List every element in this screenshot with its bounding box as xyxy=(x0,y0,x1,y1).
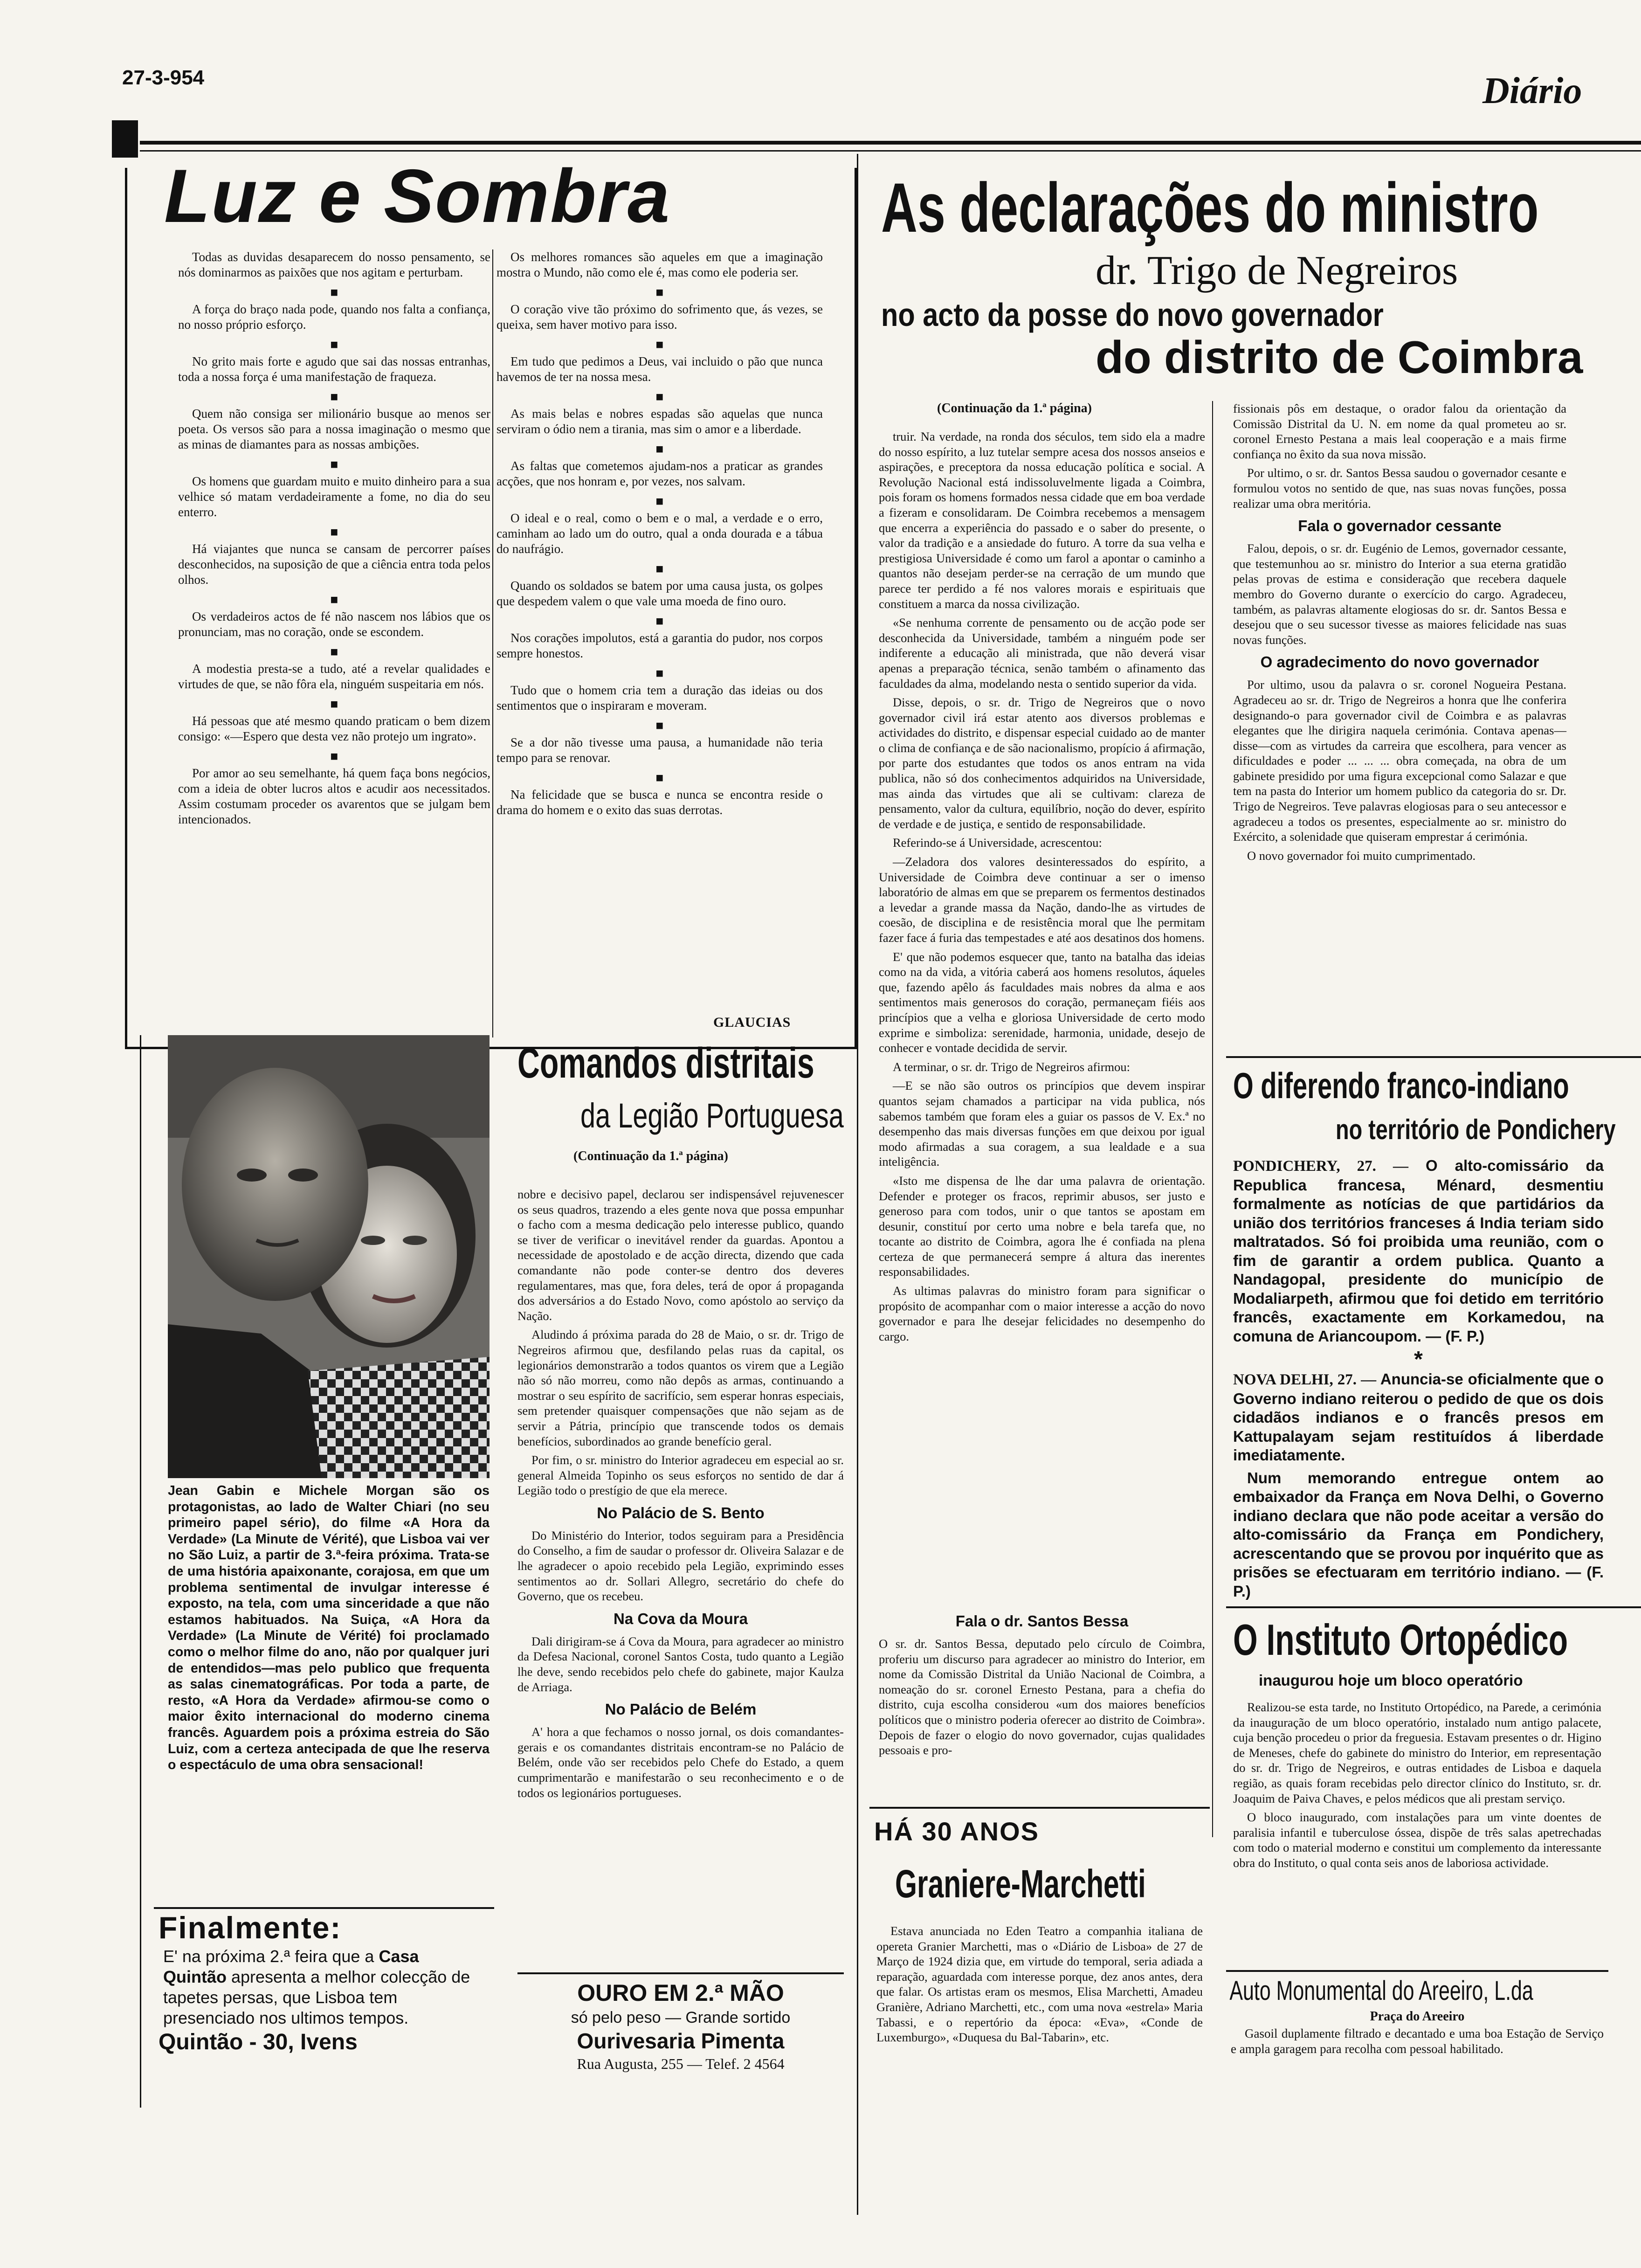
diferendo-p1-text: O alto-comissário da Republica francesa, Ménard, desmentiu formalmente as notícias de que partidários da união dos territórios franceses á India teriam sido maltratados. Só foi proibida uma reunião, com o fim de garantir a ordem publica. Quanto a Nandagopal, presidente do município de Modaliarpeth, afirmou que foi detido em território francês, exactamente em Korkamedou, na comuna de Ariancoupom. — (F. P.) xyxy=(1233,1157,1604,1345)
separator-square: ■ xyxy=(655,666,664,681)
separator-square: ■ xyxy=(330,338,338,352)
ministro-title-text: As declarações do ministro xyxy=(881,168,1539,247)
paragraph: As faltas que cometemos ajudam-nos a praticar as grandes acções, que nos honram e, por vezes, nos salvam. xyxy=(496,459,823,488)
paragraph: Referindo-se á Universidade, acrescentou: xyxy=(893,836,1102,850)
santos-bessa-heading: Fala o dr. Santos Bessa xyxy=(955,1612,1129,1630)
paragraph: Os homens que guardam muito e muito dinheiro para a sua velhice só matam verdadeiramente a fome, no dia do seu enterro. xyxy=(178,474,490,519)
comandos-body xyxy=(517,1187,844,1804)
ortopedico-subtitle: inaugurou hoje um bloco operatório xyxy=(1259,1672,1523,1689)
comandos-subtitle xyxy=(580,1095,851,1137)
ministro-col2-top: fissionais pôs em destaque, o orador falou da orientação da Comissão Distrital da U. N. em nome da qual prometeu ao sr. coronel Ernesto Pestana a mais leal cooperação e a mais firme confiança no êxito da sua nova missão. xyxy=(1233,401,1566,461)
separator-square: ■ xyxy=(330,390,338,404)
ministro-col1 xyxy=(879,429,1205,1348)
paragraph: truir. Na verdade, na ronda dos séculos, tem sido ela a madre do nosso espírito, a luz tutelar sempre acesa dos nossos anseios e aspirações, e preceptora da nossa educação política e social. A Revolução Nacional está indissoluvelmente ligada a Coimbra, pois foram os homens formados nessa cidade que em boa verdade a fizeram e consolidaram. De Coimbra recebemos a mensagem que encerra a experiência do passado e o saber do presente, o valor da tradição e a ansiedade do futuro. A torre da sua velha e prestigiosa Universidade é como um farol a apontar o caminho a quantos não desejam perder-se na cerração de um mundo que parece ter perdido a fé nos valores morais e espirituais que constituem a marca da nossa civilização. xyxy=(879,429,1205,611)
diferendo-p1-lead: PONDICHERY, 27. — xyxy=(1233,1158,1408,1175)
masthead-rule xyxy=(140,141,1641,145)
paragraph: A força do braço nada pode, quando nos falta a confiança, no nosso próprio esforço. xyxy=(178,302,490,332)
paragraph: No grito mais forte e agudo que sai das nossas entranhas, toda a nossa força é uma manifestação de fraqueza. xyxy=(178,354,490,384)
paragraph: As ultimas palavras do ministro foram para significar o propósito de acompanhar com o maior interesse a acção do novo governador e para lhe desejar felicidades no desempenho do cargo. xyxy=(879,1284,1205,1343)
quintao-ad-text1: E' na próxima 2.ª feira que a xyxy=(163,1947,374,1966)
paragraph: Todas as duvidas desaparecem do nosso pensamento, se nós dominarmos as paixões que nos agitam e perturbam. xyxy=(178,250,490,279)
comandos-p2: Aludindo á próxima parada do 28 de Maio, o sr. dr. Trigo de Negreiros afirmou que, desfilando pelas ruas da capital, os legionários demonstrarão a todos quantos os virem que a Legião não só não morreu, como não depôs as armas, continuando a mostrar o seu espírito de sacrifício, sem esperar honras especiais, sem pretender quaisquer compensações que não sejam as de servir a Pátria, princípio que transcende todos os demais benefícios, subordinados ao grande benefício geral. xyxy=(517,1328,844,1448)
ouro-ad-line2: só pelo peso — Grande sortido xyxy=(571,2009,791,2026)
diferendo-p2 xyxy=(1233,1370,1604,1465)
separator-square: ■ xyxy=(330,697,338,712)
film-photo xyxy=(168,1035,490,1478)
comandos-p3: Por fim, o sr. ministro do Interior agradeceu em especial ao sr. general Almeida Topinho os seus esforços no sentido de dar á Legião todo o prestígio de que ela merece. xyxy=(517,1453,844,1498)
areeiro-ad-subtitle: Praça do Areeiro xyxy=(1370,2009,1465,2024)
paragraph: Na felicidade que se busca e nunca se encontra reside o drama do homem e o exito das suas derrotas. xyxy=(496,788,823,817)
diferendo-p2-lead: NOVA DELHI, 27. — xyxy=(1233,1371,1377,1388)
bento-heading: No Palácio de S. Bento xyxy=(597,1504,765,1521)
luz-sombra-col1 xyxy=(178,249,490,831)
paragraph: Disse, depois, o sr. dr. Trigo de Negreiros que o novo governador civil irá estar atento aos diversos problemas e actividades do distrito, e dispensar especial cuidado ao de manter o clima de confiança e de são nacionalismo, propício á afirmação, por parte dos estudantes que todos os anos entram na vida publica, não só dos conhecimentos adquiridos na Universidade, mas ainda das virtudes que ali se cultivam: clareza de pensamento, valor da cultura, equilíbrio, noção do dever, espírito de verdade e de justiça, e sentido de responsabilidade. xyxy=(879,695,1205,831)
film-caption: Jean Gabin e Michele Morgan são os protagonistas, ao lado de Walter Chiari (no seu primeiro papel sério), do filme «A Hora da Verdade» (La Minute de Vérité), que Lisboa vai ver no São Luiz, a partir de 3.ª-feira próxima. Trata-se de uma história apaixonante, corajosa, em que um problema sentimental de invulgar interesse é exposto, na tela, com uma sinceridade a que não estamos habituados. Na Suiça, «A Hora da Verdade» (La Minute de Vérité) foi proclamado como o melhor filme do ano, não por qualquer juri de entendidos—mas pelo publico que frequenta as salas cinematográficas. Por toda a parte, de resto, «A Hora da Verdade» afirmou-se como o maior êxito internacional do moderno cinema francês. Aguardem pois a próxima estreia do São Luiz, com a certeza antecipada de que lhe reserva o espectáculo de uma obra sensacional! xyxy=(168,1483,490,1773)
separator-square: ■ xyxy=(330,525,338,539)
comandos-title-text: Comandos distritais xyxy=(517,1039,814,1087)
paragraph: Há viajantes que nunca se cansam de percorrer países desconhecidos, na suposição de que a ciência entra toda pelos olhos. xyxy=(178,542,490,587)
ministro-subtitle1: dr. Trigo de Negreiros xyxy=(1096,248,1458,293)
comandos-p1: nobre e decisivo papel, declarou ser indispensável rejuvenescer os seus quadros, trazendo a eles gente nova que possa empunhar o facho com a mesma dedicação pelo interesse publico, quando se tiver de verificar o inevitável render da guardas. Apontou a necessidade de apostolado e de acção directa, dizendo que cada comandante não pode conter-se dentro dos deveres regulamentares, mas que, fora deles, terá de opor á propaganda dos adversários a do Estado Novo, como apóstolo ao serviço da Nação. xyxy=(517,1187,844,1323)
ouro-ad-address: Rua Augusta, 255 — Telef. 2 4564 xyxy=(577,2055,785,2072)
paragraph: O ideal e o real, como o bem e o mal, a verdade e o erro, caminham ao lado um do outro, qual a onda dourada e a tábua do naufrágio. xyxy=(496,511,823,556)
agradecimento-text: Por ultimo, usou da palavra o sr. coronel Nogueira Pestana. Agradeceu ao sr. dr. Trigo de Negreiros a honra que lhe conferira designando-o para governador civil de Coimbra e as palavras elegantes que lhe dirigira naquela cerimónia. Contava apenas—disse—com as virtudes da carreira que escolhera, para vencer as dificuldades e poder ... ... ... obra começada, na obra de um gabinete presidido por uma figura excepcional como Salazar e que tem na pasta do Interior um homem publico da categoria do sr. Dr. Trigo de Negreiros. Teve palavras elogiosas para o seu antecessor e agradeceu a todos os presentes, especialmente ao sr. ministro do Exército, a solenidade que quiseram emprestar á cerimónia. xyxy=(1233,678,1566,844)
ouro-ad-title: OURO EM 2.ª MÃO xyxy=(577,1980,784,2006)
agradecimento-text2: O novo governador foi muito cumprimentado. xyxy=(1247,848,1476,863)
separator-square: ■ xyxy=(655,390,664,404)
ha30-subtitle-text: Graniere-Marchetti xyxy=(895,1862,1146,1906)
separator-square: ■ xyxy=(330,645,338,659)
paragraph: «Isto me dispensa de lhe dar uma palavra de orientação. Defender e proteger os fracos, reprimir abusos, ser justo e generoso para com todos, unir o que tantos se apostam em desunir, constituí por certo uma nobre e bela tarefa que, no tocante ao distrito de Coimbra, agora lhe é confiada na plena certeza de que permanecerá sempre á altura das inerentes responsabilidades. xyxy=(879,1173,1205,1279)
paragraph: Os melhores romances são aqueles em que a imaginação mostra o Mundo, não como ele é, mas como ele poderia ser. xyxy=(496,250,823,279)
masthead-date: 27-3-954 xyxy=(122,66,205,89)
ministro-col2-top2: Por ultimo, o sr. dr. Santos Bessa saudou o governador cesante e formulou votos no sentido de que, nas suas novas funções, possa realizar uma obra meritória. xyxy=(1233,466,1566,511)
quintao-ad-address: Quintão - 30, Ivens xyxy=(159,2030,358,2054)
belem-heading: No Palácio de Belém xyxy=(605,1701,757,1718)
paragraph: «Se nenhuma corrente de pensamento ou de acção pode ser desconhecida da Universidade, também a ninguém pode ser indiferente a educação ali ministrada, que não deverá visar apenas a preparação técnica, senão também o afinamento das faculdades da alma, modelando nesta o sentido superior da vida. xyxy=(879,615,1205,691)
santos-bessa-text: O sr. dr. Santos Bessa, deputado pelo círculo de Coimbra, proferiu um discurso para agradecer ao ministro do Interior, em nome da Comissão Distrital da União Nacional de Coimbra, a nomeação do sr. coronel Ernesto Pestana, para a chefia do distrito, cuja escolha considerou «um dos maiores benefícios políticos que o ministro poderia oferecer ao distrito de Coimbra». Depois de fazer o elogio do novo governador, cujas qualidades pessoais e pro- xyxy=(879,1637,1205,1757)
separator-square: ■ xyxy=(330,593,338,607)
diferendo-p3: Num memorando entregue ontem ao embaixador da França em Nova Delhi, o Governo indiano declara que não pode aceitar a versão do alto-comissário da França em Pondichery, acrescentando que se provou por inquérito que as prisões se efectuaram em território indiano. — (F. P.) xyxy=(1233,1469,1604,1600)
paragraph: Tudo que o homem cria tem a duração das ideias ou dos sentimentos que o inspiraram e moveram. xyxy=(496,683,823,712)
film-photo-image xyxy=(168,1035,490,1478)
quintao-ad-title: Finalmente: xyxy=(159,1910,342,1945)
ministro-col2 xyxy=(1233,401,1566,867)
ministro-bottom-rule xyxy=(1226,1056,1641,1058)
ha30-subtitle xyxy=(895,1860,1193,1907)
comandos-title xyxy=(517,1037,844,1089)
paragraph: Quando os soldados se batem por uma causa justa, os golpes que despedem valem o que vale uma moeda de fino ouro. xyxy=(496,579,823,608)
diferendo-subtitle xyxy=(1336,1112,1639,1149)
ouro-ad xyxy=(517,1972,844,2086)
ouro-ad-name: Ourivesaria Pimenta xyxy=(577,2029,785,2053)
left-page-rule xyxy=(140,1035,141,2108)
paragraph: Há pessoas que até mesmo quando praticam o bem dizem consigo: «—Espero que desta vez não protejo um ingrato». xyxy=(178,714,490,743)
ministro-subtitle2-text: no acto da posse do novo governador xyxy=(881,297,1384,333)
diferendo-title xyxy=(1233,1063,1634,1110)
moura-heading: Na Cova da Moura xyxy=(614,1610,748,1627)
quintao-ad xyxy=(154,1907,494,2077)
ha30-title: HÁ 30 ANOS xyxy=(874,1817,1040,1846)
ha30-top-rule xyxy=(869,1807,1210,1809)
diferendo-bottom-rule xyxy=(1226,1606,1641,1608)
paragraph: E' que não podemos esquecer que, tanto na batalha das ideias como na da vida, a vitória caberá aos homens resolutos, áqueles que, fazendo apêlo ás faculdades mais nobres da alma e aos sentimentos mais generosos do coração, permaneçam fiéis aos princípios que a velha e gloriosa Universidade de certo modo exprime e simboliza: serenidade, harmonia, unidade, desejo de conhecer e vontade decidida de servir. xyxy=(879,949,1205,1055)
page-center-rule xyxy=(857,154,858,2215)
diferendo-title-text: O diferendo franco-indiano xyxy=(1233,1065,1569,1106)
luz-sombra-col2 xyxy=(496,249,823,822)
separator-square: ■ xyxy=(655,719,664,733)
separator-square: ■ xyxy=(655,338,664,352)
paragraph: Nos corações impolutos, está a garantia do pudor, nos corpos sempre honestos. xyxy=(496,631,823,660)
ministro-subtitle2 xyxy=(881,296,1487,333)
bento-text: Do Ministério do Interior, todos seguiram para a Presidência do Conselho, a fim de saudar o professor dr. Oliveira Salazar e de lhe agradecer o apoio recebido pela Legião, exprimindo esses sentimentos ao dr. Sollari Allegro, secretário do chefe do Governo, que os recebeu. xyxy=(517,1528,844,1604)
paragraph: Os verdadeiros actos de fé não nascem nos lábios que os pronunciam, mas no coração, onde se escondem. xyxy=(178,609,490,639)
separator-square: ■ xyxy=(330,457,338,472)
diferendo-star: * xyxy=(1414,1347,1423,1372)
luz-sombra-signature: GLAUCIAS xyxy=(713,1015,791,1030)
moura-text: Dali dirigiram-se á Cova da Moura, para agradecer ao ministro da Defesa Nacional, coronel Santos Costa, tudo quanto a Legião lhe deve, sendo recebidos pelo chefe do gabinete, major Kaulza de Arriaga. xyxy=(517,1634,844,1694)
areeiro-ad-text: Gasoil duplamente filtrado e decantado e uma boa Estação de Serviço e ampla garagem para recolha com pessoal habilitado. xyxy=(1231,2026,1604,2056)
ministro-subtitle3: do distrito de Coimbra xyxy=(1096,332,1583,383)
separator-square: ■ xyxy=(655,771,664,785)
paragraph: As mais belas e nobres espadas são aquelas que nunca serviram o ódio nem a tirania, mas sim o amor e a liberdade. xyxy=(496,407,823,436)
quintao-ad-name: Casa Quintão xyxy=(163,1947,419,1986)
diferendo-p1 xyxy=(1233,1156,1604,1346)
paragraph: Se a dor não tivesse uma pausa, a humanidade não teria tempo para se renovar. xyxy=(496,735,823,765)
paragraph: A modestia presta-se a tudo, até a revelar qualidades e virtudes de que, se não fôra ela, ninguém suspeitaria em nós. xyxy=(178,662,490,691)
ortopedico-p1: Realizou-se esta tarde, no Instituto Ortopédico, na Parede, a cerimónia da inauguração de um bloco operatório, instalado num antigo palacete, cuja benção procedeu o prior da freguesia. Estavam presentes o dr. Higino de Meneses, chefe do gabinete do ministro do Interior, em representação do sr. dr. Trigo de Negreiros, e outras entidades de Lisboa e daquela região, as quais foram recebidas pelo director clínico do Instituto, sr. dr. Joaquim de Paiva Chaves, e pelos médicos que ali prestam serviço. xyxy=(1233,1700,1601,1805)
comandos-subtitle-text: da Legião Portuguesa xyxy=(580,1096,844,1135)
diferendo-subtitle-text: no território de Pondichery xyxy=(1336,1114,1616,1145)
separator-square: ■ xyxy=(330,749,338,764)
paragraph: —Zeladora dos valores desinteressados do espírito, a Universidade de Coimbra deve continuar a ser o imenso laboratório de almas em que se preparem os fermentos destinados a levedar a grande massa da Nação, dando-lhe as virtudes de coesão, de disciplina e de resistência moral que lhe permitam fazer face á furia das tempestades e até aos desatinos dos homens. xyxy=(879,855,1205,945)
ortopedico-body xyxy=(1233,1700,1601,1874)
areeiro-ad xyxy=(1226,1970,1608,2084)
luz-sombra-col-divider xyxy=(492,249,493,1037)
separator-square: ■ xyxy=(655,614,664,629)
masthead-paper-name: Diário xyxy=(1482,70,1582,111)
belem-text: A' hora a que fechamos o nosso jornal, os dois comandantes-gerais e os comandantes distritais encontram-se no Palácio de Belém, onde vão ser recebidos pelo Chefe do Estado, a quem cumprimentarão e manifestarão o seu reconhecimento e o de todos os legionários portugueses. xyxy=(517,1725,844,1800)
diferendo-p2-text: Anuncia-se oficialmente que o Governo indiano reiterou o pedido de que os dois cidadãos indianos e o francês presos em Kattupalayam sejam restituídos á liberdade imediatamente. xyxy=(1233,1370,1604,1464)
ministro-continuation: (Continuação da 1.ª página) xyxy=(937,401,1092,415)
paragraph: —E se não são outros os princípios que devem inspirar quantos sejam chamados a participar na vida publica, nós sabemos também que foram eles a guiar os passos de V. Ex.ª no desempenho das mais diversas funções em que deixou por igual modo afirmadas a sua coragem, a sua lealdade e a sua inteligência. xyxy=(879,1079,1205,1169)
ha30-text: Estava anunciada no Eden Teatro a companhia italiana de opereta Granier Marchetti, mas o «Diário de Lisboa» de 27 de Março de 1924 dizia que, em virtude do temporal, seria adiada a reparação, aguardada com interesse porque, dez anos antes, dera que falar. Os artistas eram os mesmos, Elisa Marchetti, Amadeu Granière, Adriano Marchetti, etc., com uma nova «estrela» Maria Tabassi, e o repertório da época: «Eva», «Conde de Luxemburgo», «Duquesa du Bal-Tabarin», etc. xyxy=(876,1924,1203,2045)
areeiro-ad-title-wrap xyxy=(1226,1975,1604,2007)
paragraph: Em tudo que pedimos a Deus, vai incluido o pão que nunca havemos de ter na nossa mesa. xyxy=(496,354,823,384)
black-corner-block xyxy=(112,120,138,158)
separator-square: ■ xyxy=(655,494,664,509)
cessante-text: Falou, depois, o sr. dr. Eugénio de Lemos, governador cessante, que testemunhou ao sr. ministro do Interior a sua eterna gratidão pelas provas de estima e consideração que recebera daquele membro do Governo durante o exercício do cargo. Agradeceu, também, as palavras altamente elogiosas do sr. dr. Santos Bessa e desejou que o seu sucessor tivesse as maiores felicidade nas suas novas funções. xyxy=(1233,541,1566,647)
agradecimento-heading: O agradecimento do novo governador xyxy=(1260,653,1539,671)
comandos-continuation: (Continuação da 1.ª página) xyxy=(573,1149,729,1163)
ortopedico-title xyxy=(1233,1613,1629,1669)
ortopedico-title-text: O Instituto Ortopédico xyxy=(1233,1615,1568,1664)
paragraph: Por amor ao seu semelhante, há quem faça bons negócios, com a ideia de obter lucros altos e acudir aos necessitados. Assim costumam proceder os avarentos que se julgam bem intencionados. xyxy=(178,766,490,826)
diferendo-body xyxy=(1233,1156,1604,1604)
paragraph: A terminar, o sr. dr. Trigo de Negreiros afirmou: xyxy=(893,1059,1130,1074)
ministro-col-divider xyxy=(1212,401,1213,1837)
ministro-title xyxy=(881,168,1627,249)
separator-square: ■ xyxy=(330,285,338,300)
areeiro-ad-title: Auto Monumental do Areeiro, L.da xyxy=(1229,1976,1533,2006)
quintao-ad-text2: apresenta a melhor colecção de tapetes persas, que Lisboa tem presenciado nos ultimos tempos. xyxy=(163,1967,470,2027)
paragraph: O coração vive tão próximo do sofrimento que, ás vezes, se queixa, sem haver motivo para isso. xyxy=(496,302,823,332)
separator-square: ■ xyxy=(655,562,664,576)
separator-square: ■ xyxy=(655,442,664,456)
luz-sombra-title: Luz e Sombra xyxy=(164,154,671,238)
ministro-col1-bottom xyxy=(879,1606,1205,1762)
ortopedico-p2: O bloco inaugurado, com instalações para um vinte doentes de paralisia infantil e tuberculose óssea, dispõe de três salas apetrechadas com todo o material moderno e constitui um complemento da interessante obra do Instituto, o qual conta seis anos de laboriosa actividade. xyxy=(1233,1810,1601,1870)
separator-square: ■ xyxy=(655,285,664,300)
cessante-heading: Fala o governador cessante xyxy=(1298,517,1502,535)
paragraph: Quem não consiga ser milionário busque ao menos ser poeta. Os versos são para a nossa imaginação o mesmo que as minas de diamantes para as nossas ambições. xyxy=(178,407,490,451)
masthead-rule-thin xyxy=(140,150,1641,152)
